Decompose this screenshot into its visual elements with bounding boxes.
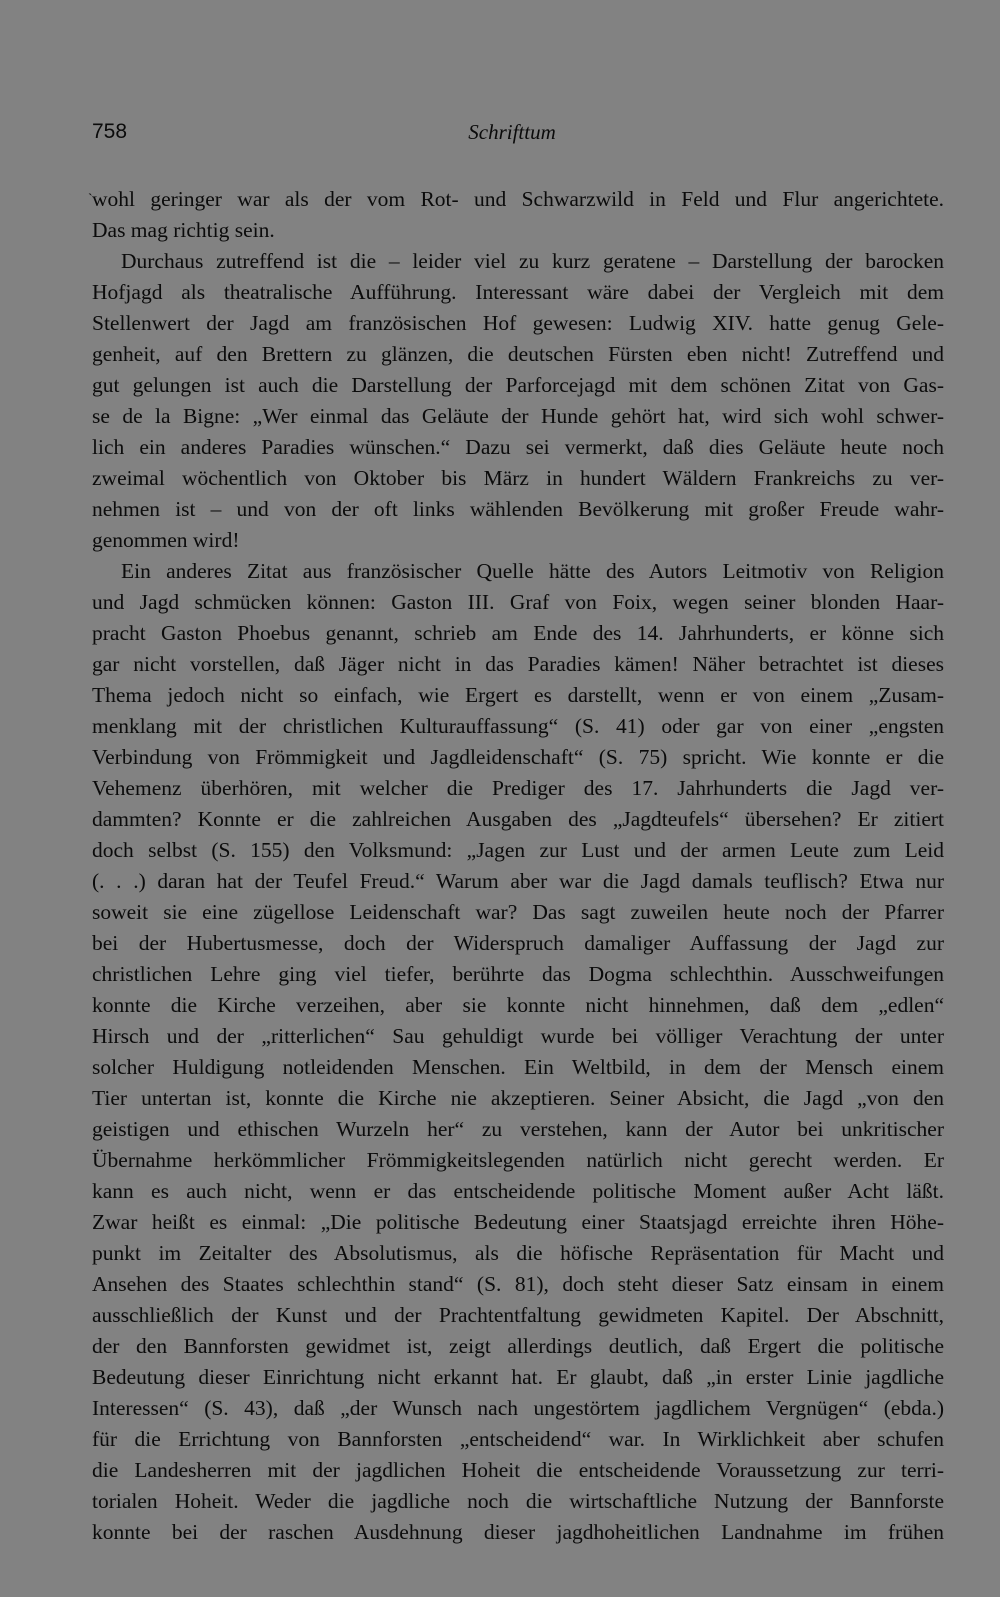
text-line: nehmen ist – und von der oft links wählenden Bevölkerung mit großer Freude wahr- [92,497,944,521]
text-line: punkt im Zeitalter des Absolutismus, als die höfische Repräsentation für Macht und [92,1241,944,1265]
text-line: doch selbst (S. 155) den Volksmund: „Jagen zur Lust und der armen Leute zum Leid [92,838,944,862]
text-line: (. . .) daran hat der Teufel Freud.“ Warum aber war die Jagd damals teuflisch? Etwa nur [92,869,944,893]
text-line: konnte die Kirche verzeihen, aber sie konnte nicht hinnehmen, daß dem „edlen“ [92,993,944,1017]
text-line: lich ein anderes Paradies wünschen.“ Dazu sei vermerkt, daß dies Geläute heute noch [92,435,944,459]
text-line: christlichen Lehre ging viel tiefer, berührte das Dogma schlechthin. Ausschweifungen [92,962,944,986]
text-line: Verbindung von Frömmigkeit und Jagdleidenschaft“ (S. 75) spricht. Wie konnte er die [92,745,944,769]
body-text [92,184,944,1548]
text-line: und Jagd schmücken können: Gaston III. Graf von Foix, wegen seiner blonden Haar- [92,590,944,614]
text-line: die Landesherren mit der jagdlichen Hoheit die entscheidende Voraussetzung zur terri- [92,1458,944,1482]
text-line: der den Bannforsten gewidmet ist, zeigt allerdings deutlich, daß Ergert die politische [92,1334,944,1358]
text-line: kann es auch nicht, wenn er das entscheidende politische Moment außer Acht läßt. [92,1179,944,1203]
text-line: menklang mit der christlichen Kulturauffassung“ (S. 41) oder gar von einer „engsten [92,714,944,738]
text-line: Ansehen des Staates schlechthin stand“ (S. 81), doch steht dieser Satz einsam in einem [92,1272,944,1296]
text-line: für die Errichtung von Bannforsten „entscheidend“ war. In Wirklichkeit aber schufen [92,1427,944,1451]
text-line: gar nicht vorstellen, daß Jäger nicht in das Paradies kämen! Näher betrachtet ist dieses [92,652,944,676]
text-line: Stellenwert der Jagd am französischen Hof gewesen: Ludwig XIV. hatte genug Gele- [92,311,944,335]
text-line: gut gelungen ist auch die Darstellung der Parforcejagd mit dem schönen Zitat von Gas- [92,373,944,397]
text-line: Vehemenz überhören, mit welcher die Prediger des 17. Jahrhunderts die Jagd ver- [92,776,944,800]
text-line: geistigen und ethischen Wurzeln her“ zu verstehen, kann der Autor bei unkritischer [92,1117,944,1141]
text-line: Hofjagd als theatralische Aufführung. Interessant wäre dabei der Vergleich mit dem [92,280,944,304]
text-line: ausschließlich der Kunst und der Prachtentfaltung gewidmeten Kapitel. Der Abschnitt, [92,1303,944,1327]
text-line: pracht Gaston Phoebus genannt, schrieb am Ende des 14. Jahrhunderts, er könne sich [92,621,944,645]
page-header [92,118,932,148]
text-line: konnte bei der raschen Ausdehnung dieser jagdhoheitlichen Landnahme im frühen [92,1520,944,1544]
text-line: Durchaus zutreffend ist die – leider viel zu kurz geratene – Darstellung der barocken [121,249,944,273]
text-line: genheit, auf den Brettern zu glänzen, die deutschen Fürsten eben nicht! Zutreffend und [92,342,944,366]
text-line: soweit sie eine zügellose Leidenschaft war? Das sagt zuweilen heute noch der Pfarrer [92,900,944,924]
text-line: torialen Hoheit. Weder die jagdliche noch die wirtschaftliche Nutzung der Bannforste [92,1489,944,1513]
text-line: dammten? Konnte er die zahlreichen Ausgaben des „Jagdteufels“ übersehen? Er zitiert [92,807,944,831]
text-line: genommen wird! [92,528,240,552]
text-line: Das mag richtig sein. [92,218,275,242]
text-line: Thema jedoch nicht so einfach, wie Ergert es darstellt, wenn er von einem „Zusam- [92,683,944,707]
text-line: Hirsch und der „ritterlichen“ Sau gehuldigt wurde bei völliger Verachtung der unter [92,1024,944,1048]
margin-mark: ˋ [88,192,93,207]
text-line: se de la Bigne: „Wer einmal das Geläute der Hunde gehört hat, wird sich wohl schwer- [92,404,944,428]
text-line: Zwar heißt es einmal: „Die politische Bedeutung einer Staatsjagd erreichte ihren Höhe- [92,1210,944,1234]
text-line: zweimal wöchentlich von Oktober bis März in hundert Wäldern Frankreichs zu ver- [92,466,944,490]
text-line: solcher Huldigung notleidenden Menschen. Ein Weltbild, in dem der Mensch einem [92,1055,944,1079]
text-line: Interessen“ (S. 43), daß „der Wunsch nach ungestörtem jagdlichem Vergnügen“ (ebda.) [92,1396,944,1420]
text-line: Bedeutung dieser Einrichtung nicht erkannt hat. Er glaubt, daß „in erster Linie jagdliche [92,1365,944,1389]
text-line: Tier untertan ist, konnte die Kirche nie akzeptieren. Seiner Absicht, die Jagd „von den [92,1086,944,1110]
text-line: bei der Hubertusmesse, doch der Widerspruch damaliger Auffassung der Jagd zur [92,931,944,955]
text-line: Übernahme herkömmlicher Frömmigkeitslegenden natürlich nicht gerecht werden. Er [92,1148,944,1172]
running-head: Schrifttum [468,120,556,144]
text-line: Ein anderes Zitat aus französischer Quelle hätte des Autors Leitmotiv von Religion [121,559,944,583]
page-number: 758 [92,120,128,143]
text-line: wohl geringer war als der vom Rot- und Schwarzwild in Feld und Flur angerichtete. [92,187,944,211]
